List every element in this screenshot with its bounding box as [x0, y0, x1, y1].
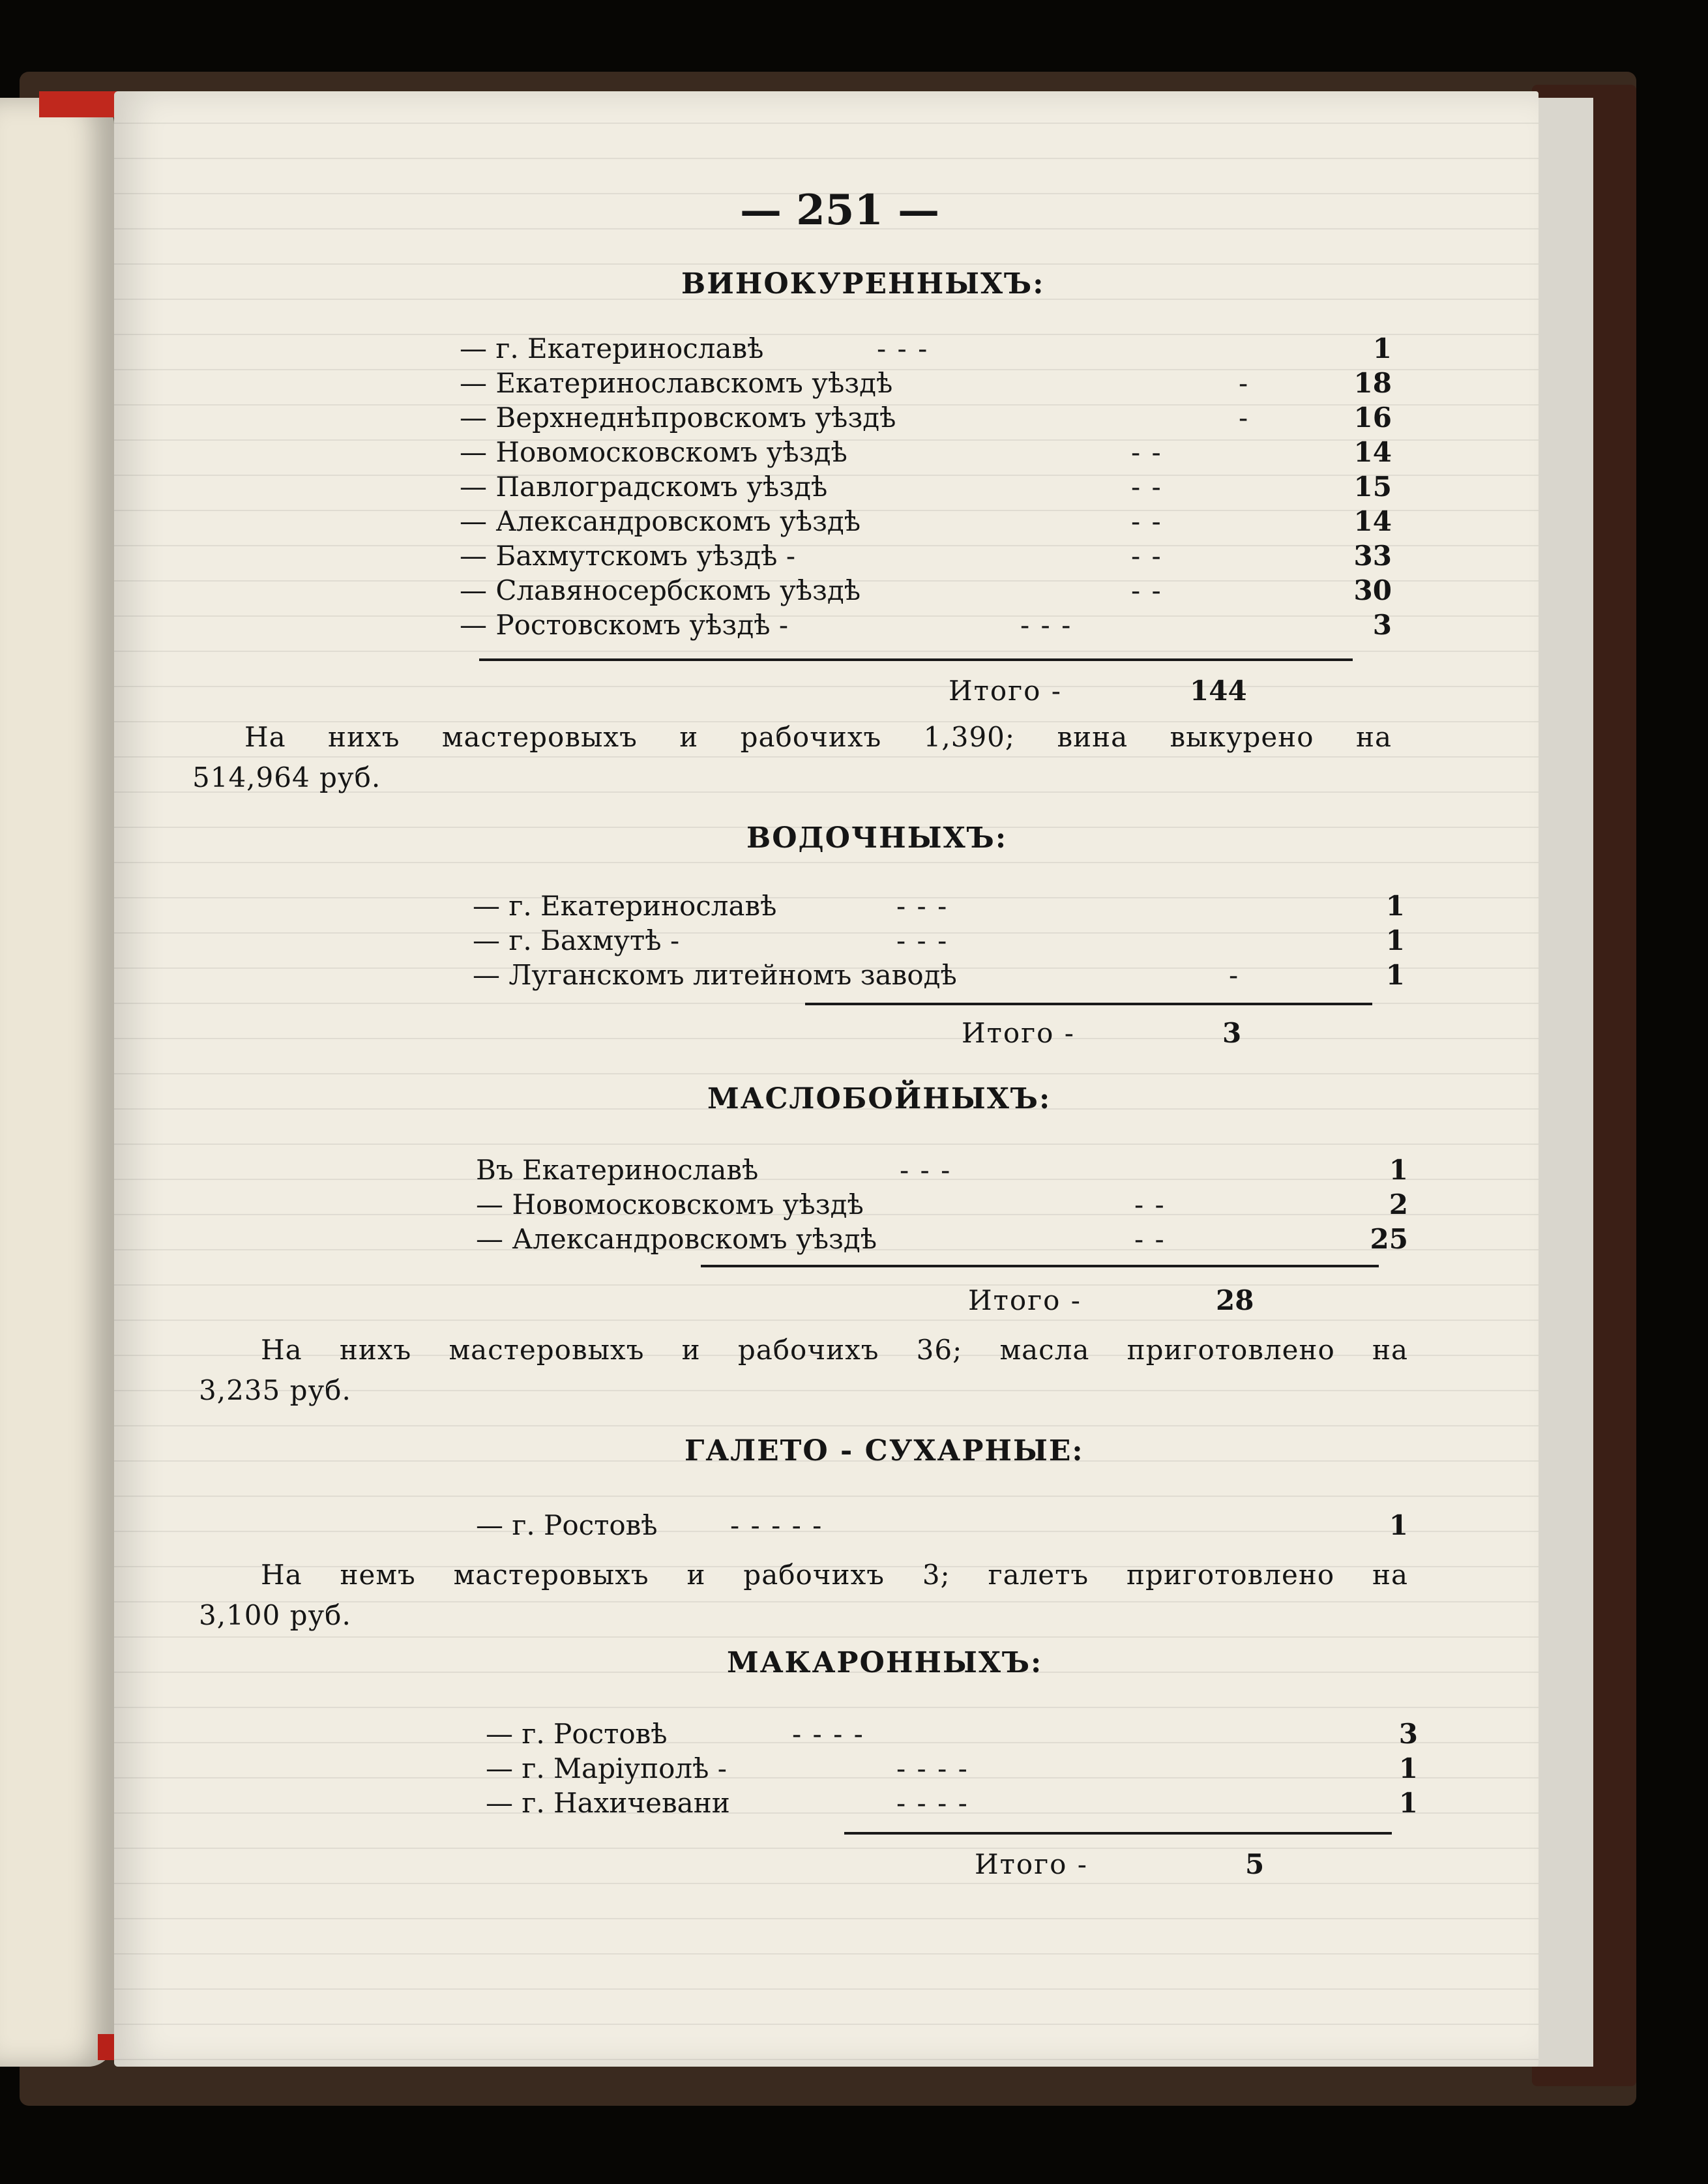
row-value: 3 — [1398, 1718, 1418, 1750]
row-dashes: - - - — [900, 1154, 952, 1186]
list-item — [460, 332, 1392, 368]
list-item — [460, 436, 1392, 471]
list-item — [473, 890, 1405, 925]
row-label: — г. Ростовѣ — [486, 1718, 668, 1750]
list-item — [476, 1188, 1408, 1224]
row-value: 25 — [1370, 1223, 1408, 1255]
section-heading-galeto: ГАЛЕТО - СУХАРНЫЕ: — [685, 1434, 1084, 1468]
row-label: Въ Екатеринославѣ — [476, 1154, 759, 1186]
note-line: 3,100 руб. — [199, 1599, 351, 1631]
list-item — [473, 924, 1405, 960]
row-value: 33 — [1353, 540, 1392, 572]
book-page — [114, 91, 1539, 2067]
row-dashes: - - — [1131, 505, 1162, 537]
total-row — [968, 1284, 1411, 1320]
row-dashes: - - - — [1020, 609, 1072, 641]
total-label: Итого - — [962, 1017, 1075, 1049]
row-value: 16 — [1353, 402, 1392, 434]
row-value: 1 — [1389, 1154, 1408, 1186]
row-value: 1 — [1385, 924, 1405, 956]
list-item — [486, 1787, 1418, 1822]
list-item — [460, 574, 1392, 610]
row-dashes: - - — [1131, 574, 1162, 606]
row-dashes: - — [1239, 402, 1250, 434]
row-value: 1 — [1398, 1787, 1418, 1819]
row-dashes: - - - — [877, 332, 929, 364]
row-label: — Александровскомъ уѣздѣ — [476, 1223, 877, 1255]
row-value: 1 — [1385, 890, 1405, 922]
note-line: На нихъ мастеровыхъ и рабочихъ 36; масла приготовлено на — [261, 1334, 1408, 1366]
row-dashes: - - - - - — [730, 1509, 823, 1541]
list-item — [460, 402, 1392, 437]
row-dashes: - - — [1134, 1223, 1166, 1255]
row-label: — Бахмутскомъ уѣздѣ - — [460, 540, 796, 572]
note-line: На нихъ мастеровыхъ и рабочихъ 1,390; вина выкурено на — [244, 721, 1392, 753]
row-value: 1 — [1389, 1509, 1408, 1541]
row-label: — Славяносербскомъ уѣздѣ — [460, 574, 861, 606]
total-rule — [844, 1832, 1392, 1835]
section-heading-vodoch: ВОДОЧНЫХЪ: — [746, 821, 1008, 855]
row-label: — Александровскомъ уѣздѣ — [460, 505, 861, 537]
list-item — [473, 959, 1405, 994]
row-label: — Новомосковскомъ уѣздѣ — [476, 1188, 864, 1220]
row-label: — Луганскомъ литейномъ заводѣ — [473, 959, 957, 991]
section-heading-makaron: МАКАРОННЫХЪ: — [727, 1646, 1043, 1679]
list-item — [460, 540, 1392, 575]
total-row — [975, 1848, 1418, 1883]
row-label: — Екатеринославскомъ уѣздѣ — [460, 367, 893, 399]
total-value: 5 — [1245, 1848, 1265, 1880]
row-value: 1 — [1372, 332, 1392, 364]
total-label: Итого - — [968, 1284, 1082, 1316]
row-dashes: - - - - — [896, 1787, 969, 1819]
row-dashes: - - - — [896, 890, 949, 922]
section-heading-maslo: МАСЛОБОЙНЫХЪ: — [707, 1082, 1052, 1115]
row-dashes: - — [1239, 367, 1250, 399]
list-item — [476, 1223, 1408, 1258]
row-value: 3 — [1372, 609, 1392, 641]
row-label: — Павлоградскомъ уѣздѣ — [460, 471, 828, 503]
row-value: 1 — [1385, 959, 1405, 991]
list-item — [460, 609, 1392, 644]
row-label: — г. Маріуполѣ - — [486, 1752, 727, 1784]
total-row — [949, 675, 1392, 710]
row-value: 1 — [1398, 1752, 1418, 1784]
total-rule — [701, 1265, 1379, 1267]
row-value: 15 — [1353, 471, 1392, 503]
row-label: — г. Екатеринославѣ — [460, 332, 764, 364]
note-line: На немъ мастеровыхъ и рабочихъ 3; галетъ приготовлено на — [261, 1559, 1408, 1591]
row-value: 14 — [1353, 505, 1392, 537]
list-item — [476, 1154, 1408, 1189]
list-item — [486, 1718, 1418, 1753]
row-value: 2 — [1389, 1188, 1408, 1220]
note-line: 514,964 руб. — [192, 761, 381, 793]
row-dashes: - - — [1131, 436, 1162, 468]
total-label: Итого - — [975, 1848, 1088, 1880]
row-label: — Верхнеднѣпровскомъ уѣздѣ — [460, 402, 896, 434]
list-item — [460, 505, 1392, 540]
row-label: — г. Бахмутѣ - — [473, 924, 680, 956]
row-dashes: - - — [1131, 540, 1162, 572]
row-dashes: - - - — [896, 924, 949, 956]
list-item — [476, 1509, 1408, 1544]
total-value: 28 — [1216, 1284, 1254, 1316]
total-row — [962, 1017, 1405, 1052]
row-dashes: - - - - — [896, 1752, 969, 1784]
section-heading-vinokur: ВИНОКУРЕННЫХЪ: — [681, 267, 1045, 301]
total-value: 3 — [1222, 1017, 1242, 1049]
row-value: 14 — [1353, 436, 1392, 468]
row-value: 30 — [1353, 574, 1392, 606]
row-dashes: - - — [1131, 471, 1162, 503]
page-number: — 251 — — [740, 186, 940, 235]
left-page-edge — [0, 98, 114, 2067]
list-item — [486, 1752, 1418, 1788]
row-value: 18 — [1353, 367, 1392, 399]
note-line: 3,235 руб. — [199, 1374, 351, 1406]
total-rule — [479, 658, 1353, 661]
list-item — [460, 471, 1392, 506]
row-dashes: - - - - — [792, 1718, 864, 1750]
list-item — [460, 367, 1392, 402]
total-label: Итого - — [949, 675, 1062, 707]
total-rule — [805, 1003, 1372, 1005]
row-dashes: - - — [1134, 1188, 1166, 1220]
row-label: — г. Нахичевани — [486, 1787, 730, 1819]
row-label: — г. Екатеринославѣ — [473, 890, 777, 922]
total-value: 144 — [1190, 675, 1247, 707]
row-dashes: - — [1229, 959, 1240, 991]
row-label: — Новомосковскомъ уѣздѣ — [460, 436, 847, 468]
row-label: — Ростовскомъ уѣздѣ - — [460, 609, 789, 641]
row-label: — г. Ростовѣ — [476, 1509, 658, 1541]
